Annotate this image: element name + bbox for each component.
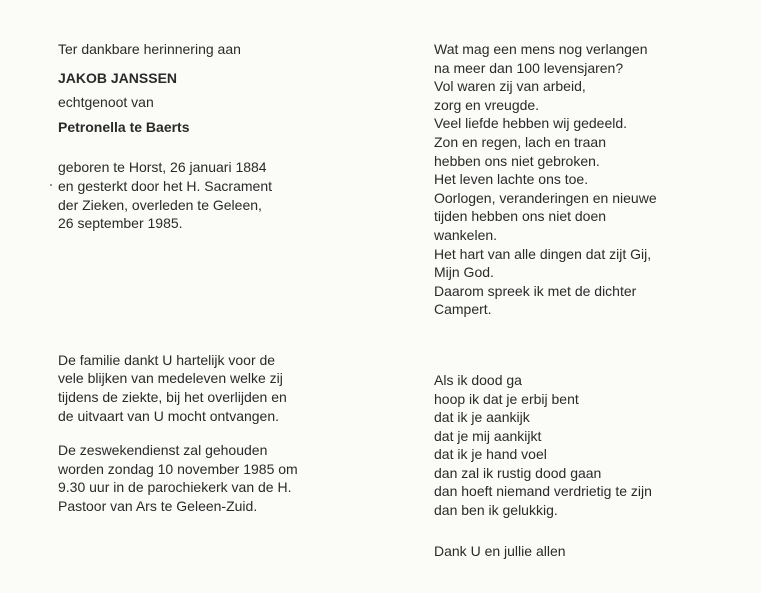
poem-line: dan zal ik rustig dood gaan (434, 464, 602, 481)
right-column (434, 40, 744, 560)
birth-line: geboren te Horst, 26 januari 1884 (58, 159, 267, 176)
poem-second (434, 371, 744, 520)
thanks-block (58, 351, 388, 425)
service-block (58, 441, 388, 515)
poem-line: Mijn God. (434, 264, 494, 281)
poem-line: hoop ik dat je erbij bent (434, 390, 579, 407)
thanks-line: De familie dankt U hartelijk voor de (58, 351, 276, 368)
thanks-line: de uitvaart van U mocht ontvangen. (58, 407, 280, 424)
poem-line: Als ik dood ga (434, 371, 522, 388)
spouse-label: echtgenoot van (58, 94, 154, 111)
poem-first (434, 40, 744, 319)
spouse-name: Petronella te Baerts (58, 118, 190, 135)
service-line: Pastoor van Ars te Geleen-Zuid. (58, 497, 258, 514)
poem-line: Het leven lachte ons toe. (434, 171, 589, 188)
thanks-line: vele blijken van medeleven welke zij (58, 370, 283, 387)
service-line: De zeswekendienst zal gehouden (58, 442, 268, 459)
poem-line: tijden hebben ons niet doen (434, 208, 607, 225)
poem-line: Daarom spreek ik met de dichter (434, 282, 637, 299)
service-line: worden zondag 10 november 1985 om (58, 460, 298, 477)
poem-line: Het hart van alle dingen dat zijt Gij, (434, 245, 652, 262)
poem-line: zorg en vreugde. (434, 96, 540, 113)
ink-dot (50, 184, 52, 186)
poem-line: na meer dan 100 levensjaren? (434, 59, 624, 76)
poem-line: dat je mij aankijkt (434, 427, 542, 444)
poem-line: Wat mag een mens nog verlangen (434, 41, 648, 57)
poem-line: Veel liefde hebben wij gedeeld. (434, 115, 628, 132)
poem-line: Vol waren zij van arbeid, (434, 78, 586, 95)
deceased-name: JAKOB JANSSEN (58, 69, 178, 86)
poem-line: dat ik je aankijk (434, 409, 530, 426)
poem-line: dat ik je hand voel (434, 446, 547, 463)
birth-line: 26 september 1985. (58, 215, 183, 232)
birth-line: der Zieken, overleden te Geleen, (58, 196, 262, 213)
poem-line: Oorlogen, veranderingen en nieuwe (434, 189, 657, 206)
poem-line: dan hoeft niemand verdrietig te zijn (434, 483, 652, 500)
birth-line: en gesterkt door het H. Sacrament (58, 177, 272, 194)
poem-line: Campert. (434, 301, 492, 318)
thanks-line: tijdens de ziekte, bij het overlijden en (58, 388, 287, 405)
poem-line: Zon en regen, lach en traan (434, 133, 607, 150)
poem-line: hebben ons niet gebroken. (434, 152, 600, 169)
left-column (58, 40, 388, 516)
poem-line: dan ben ik gelukkig. (434, 502, 558, 519)
birth-death-block (58, 158, 388, 232)
intro-text: Ter dankbare herinnering aan (58, 41, 241, 57)
service-line: 9.30 uur in de parochiekerk van de H. (58, 479, 292, 496)
closing-text: Dank U en jullie allen (434, 542, 566, 559)
poem-line: wankelen. (434, 226, 498, 243)
